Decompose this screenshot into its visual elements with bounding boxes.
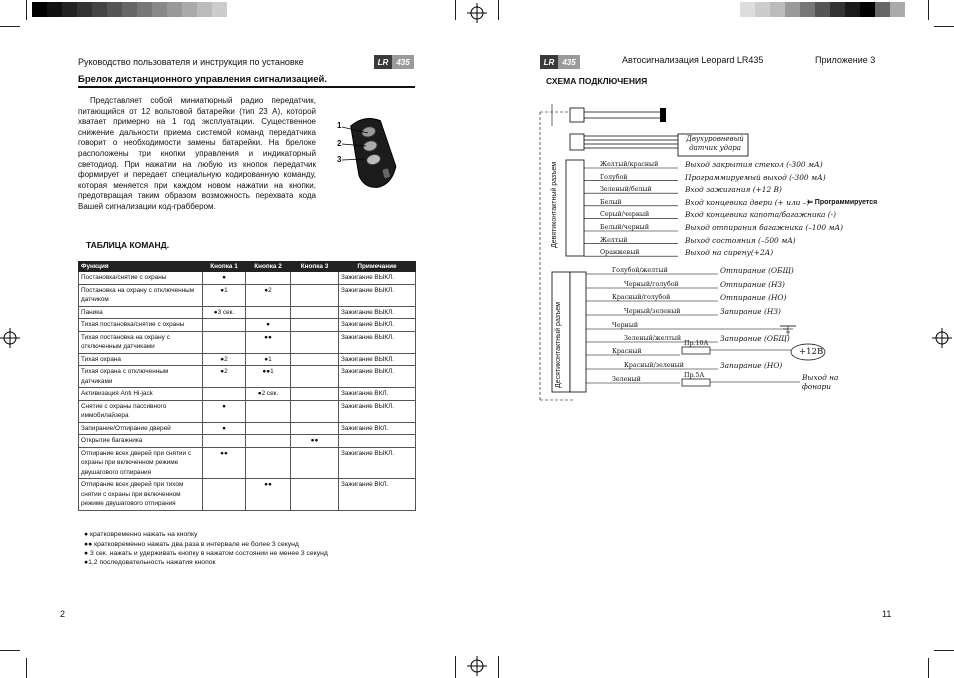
col-header: Кнопка 2 [246,262,291,272]
table-cell: Зажигание ВКЛ. [339,422,416,435]
wire-function-label: Запирание (ОБЩ) [720,334,790,343]
left-page-number: 2 [60,609,66,619]
table-header-row [79,262,416,272]
crop-mark [26,0,27,20]
table-cell: Активизация Anti Hi-jack [79,388,203,401]
table-cell [291,447,339,479]
col-header: Функция [79,262,203,272]
left-model-badge [374,55,414,69]
table-cell [291,366,339,388]
table-cell: Паника [79,306,203,319]
fob-label-3: 3 [337,155,342,164]
fob-label-1: 1 [337,121,342,130]
table-row [79,331,416,353]
wire-function-label: Запирание (НО) [720,361,783,370]
scheme-title: СХЕМА ПОДКЛЮЧЕНИЯ [546,76,648,86]
table-cell: ●1 [203,284,246,306]
table-cell: ● [203,422,246,435]
table-cell: ●● [246,479,291,511]
table-cell: ●2 [203,366,246,388]
crop-mark [0,26,20,27]
wire-function-label: Выход состояния (–500 мА) [685,235,796,245]
connector-10-label: Десятиконтактный разъем [555,302,562,388]
table-cell [246,447,291,479]
wire-color-label: Белый/черный [600,224,650,231]
table-row [79,353,416,366]
crop-mark [455,656,456,678]
registration-mark-left [0,328,20,348]
fob-label-2: 2 [337,139,342,148]
table-row [79,479,416,511]
key-fob-image [334,113,416,193]
table-cell: Зажигание ВКЛ. [339,479,416,511]
table-cell: ● [203,272,246,285]
table-cell [246,400,291,422]
legend-item: ● 3 сек. нажать и удерживать кнопку в нажатом состоянии не менее 3 секунд [84,550,328,557]
right-header-center: Автосигнализация Leopard LR435 [622,55,764,65]
table-row [79,388,416,401]
connector-9-label: Девятиконтактный разъем [551,161,558,248]
wire-function-label: Отпирание (НЗ) [720,280,785,289]
crop-mark [498,0,499,20]
registration-mark-bottom [467,656,487,676]
table-cell [203,331,246,353]
table-cell [291,479,339,511]
table-cell: Запирание/Отпирание дверей [79,422,203,435]
right-model-badge [540,55,580,69]
crop-mark [498,656,499,678]
badge-num: 435 [558,55,580,69]
wire-function-label: Отпирание (НО) [720,293,787,302]
intro-text: Представляет собой миниатюрный радио передатчик, питающийся от 12 вольтовой батарейки (тип 23 А), которой хватает примерно на 1 год эксплуатации. Существенное снижение дальности приема системой команд передатчика говорит о необходимости замены батарейки. На брелоке расположены три кнопки управления и индикаторный светодиод. При нажатии на любую из кнопок передатчик формирует и передает специальную кодированную команду, которая меняется при каждом новом нажатии на кнопки, предотвращая таким образом возможность перехвата кода Вашей сигнализации код-граббером. [78,96,316,211]
wire-color-label: Красный/голубой [612,294,671,301]
wire-function-label: Выход отпирания багажника (–100 мА) [685,223,843,232]
col-header: Кнопка 3 [291,262,339,272]
color-bar-left [32,2,227,17]
table-cell: ●● [203,447,246,479]
table-cell [203,319,246,332]
wire-function-label: Вход концевика двери (+ или –) [685,197,810,207]
table-cell: Отпирание всех дверей при тихом снятии с охраны при включенном режиме двушагового отпирания [79,479,203,511]
table-cell [291,331,339,353]
table-cell: ●●1 [246,366,291,388]
wire-function-label: Программируемый выход (-300 мА) [685,172,826,182]
right-page-number: 11 [882,609,892,619]
table-cell: ●● [291,435,339,448]
supply-label: +12В [799,347,824,357]
table-cell: Тихая постановка на охрану с отключенным датчиками [79,331,203,353]
table-cell [291,422,339,435]
crop-mark [934,26,954,27]
table-cell: ●● [246,331,291,353]
intro-paragraph [78,96,316,213]
table-cell: Зажигание ВЫКЛ. [339,400,416,422]
table-row [79,435,416,448]
programmable-note: ⇐ Программируется [807,199,878,206]
wire-color-label: Желтый/красный [600,161,659,168]
wire-function-label: Вход концевика капота/багажника (-) [685,210,837,220]
table-cell: ●1 [246,353,291,366]
wire-color-label: Желтый [600,236,628,244]
table-cell: Зажигание ВЫКЛ. [339,272,416,285]
table-cell: Постановка на охрану с отключенным датчиком [79,284,203,306]
table-row [79,284,416,306]
wire-color-label: Голубой [600,173,628,181]
badge-num: 435 [392,55,414,69]
table-cell: Отпирание всех дверей при снятии с охраны при включенном режиме двушагового отпирания [79,447,203,479]
color-bar-right [740,2,905,17]
table-cell [291,272,339,285]
table-cell [246,272,291,285]
wire-color-label: Красный [612,348,642,355]
table-cell: ●2 [203,353,246,366]
table-cell: ● [203,400,246,422]
table-cell [291,284,339,306]
badge-lr: LR [374,55,392,69]
table-cell: Зажигание ВЫКЛ. [339,353,416,366]
left-header: Руководство пользователя и инструкция по установке [78,57,304,67]
table-cell: Зажигание ВЫКЛ. [339,306,416,319]
wire-function-label: Запирание (НЗ) [720,307,781,316]
table-cell: Тихая охрана [79,353,203,366]
crop-mark [455,0,456,20]
table-cell [291,353,339,366]
wire-function-label: Отпирание (ОБЩ) [720,266,794,275]
wire-color-label: Оранжевый [600,249,640,257]
table-row [79,272,416,285]
legend-item: ●1,2 последовательность нажатия кнопок [84,559,216,566]
table-cell: Зажигание ВЫКЛ. [339,366,416,388]
wire-color-label: Черный/голубой [624,281,679,288]
crop-mark [928,0,929,20]
table-row [79,306,416,319]
table-cell: Открытие багажника [79,435,203,448]
table-cell: ●3 сек. [203,306,246,319]
table-cell [246,435,291,448]
wire-color-label: Черный [612,322,639,329]
table-cell [339,435,416,448]
table-cell [246,306,291,319]
right-header-right: Приложение 3 [815,55,876,65]
wire-color-label: Голубой/желтый [612,267,668,274]
col-header: Кнопка 1 [203,262,246,272]
section-rule [78,86,415,88]
crop-mark [26,658,27,678]
wire-function-label: Выход закрытия стекол (-300 мА) [685,160,823,169]
table-cell [203,435,246,448]
fuse-5a-label: Пр.5А [684,372,705,379]
table-cell: Зажигание ВЫКЛ. [339,331,416,353]
legend-item: ●● кратковременно нажать два раза в интервале не более 3 секунд [84,541,299,548]
table-cell [246,422,291,435]
table-cell: Тихая постановка/снятие с охраны [79,319,203,332]
wire-color-label: Красный/зеленый [624,362,685,369]
fuse-10a-label: Пр.10А [684,340,709,347]
table-cell [291,388,339,401]
table-row [79,319,416,332]
wire-function-label: Выход на сирену(+2А) [685,248,774,258]
table-row [79,366,416,388]
wire-function-label: Вход зажигания (+12 В) [685,185,782,195]
crop-mark [0,650,20,651]
table-cell [203,388,246,401]
table-row [79,447,416,479]
table-cell [291,400,339,422]
wire-color-label: Белый [600,198,622,206]
table-cell: Зажигание ВЫКЛ. [339,447,416,479]
table-row [79,400,416,422]
command-table [78,261,416,511]
wire-color-label: Черный/зеленый [624,308,681,315]
registration-mark-right [932,328,952,348]
table-row [79,422,416,435]
table-cell [291,306,339,319]
section-title: Брелок дистанционного управления сигнализацией. [78,74,327,85]
table-cell [203,479,246,511]
wire-color-label: Зеленый/желтый [624,335,682,342]
crop-mark [934,650,954,651]
table-cell: ●2 [246,284,291,306]
lights-output-label: Выход на фонари [802,373,839,391]
col-header: Примечание [339,262,416,272]
table-cell: Постановка/снятие с охраны [79,272,203,285]
wire-color-label: Серый/черный [600,211,650,219]
registration-mark-top [467,3,487,23]
wire-color-label: Зеленый [612,376,641,383]
legend-item: ● кратковременно нажать на кнопку [84,531,198,538]
table-cell: Зажигание ВЫКЛ. [339,284,416,306]
badge-lr: LR [540,55,558,69]
table-cell: Зажигание ВЫКЛ. [339,319,416,332]
sensor-label: Двухуровневый датчик удара [686,135,744,152]
table-title: ТАБЛИЦА КОМАНД. [86,240,170,250]
table-cell [291,319,339,332]
table-cell: ● [246,319,291,332]
wire-color-label: Зеленый/белый [600,186,652,194]
table-cell: Зажигание ВКЛ. [339,388,416,401]
crop-mark [928,658,929,678]
table-cell: ●2 сек. [246,388,291,401]
table-cell: Тихая охрана с отключенным датчиками [79,366,203,388]
table-cell: Снятие с охраны пассивного иммобилайзера [79,400,203,422]
